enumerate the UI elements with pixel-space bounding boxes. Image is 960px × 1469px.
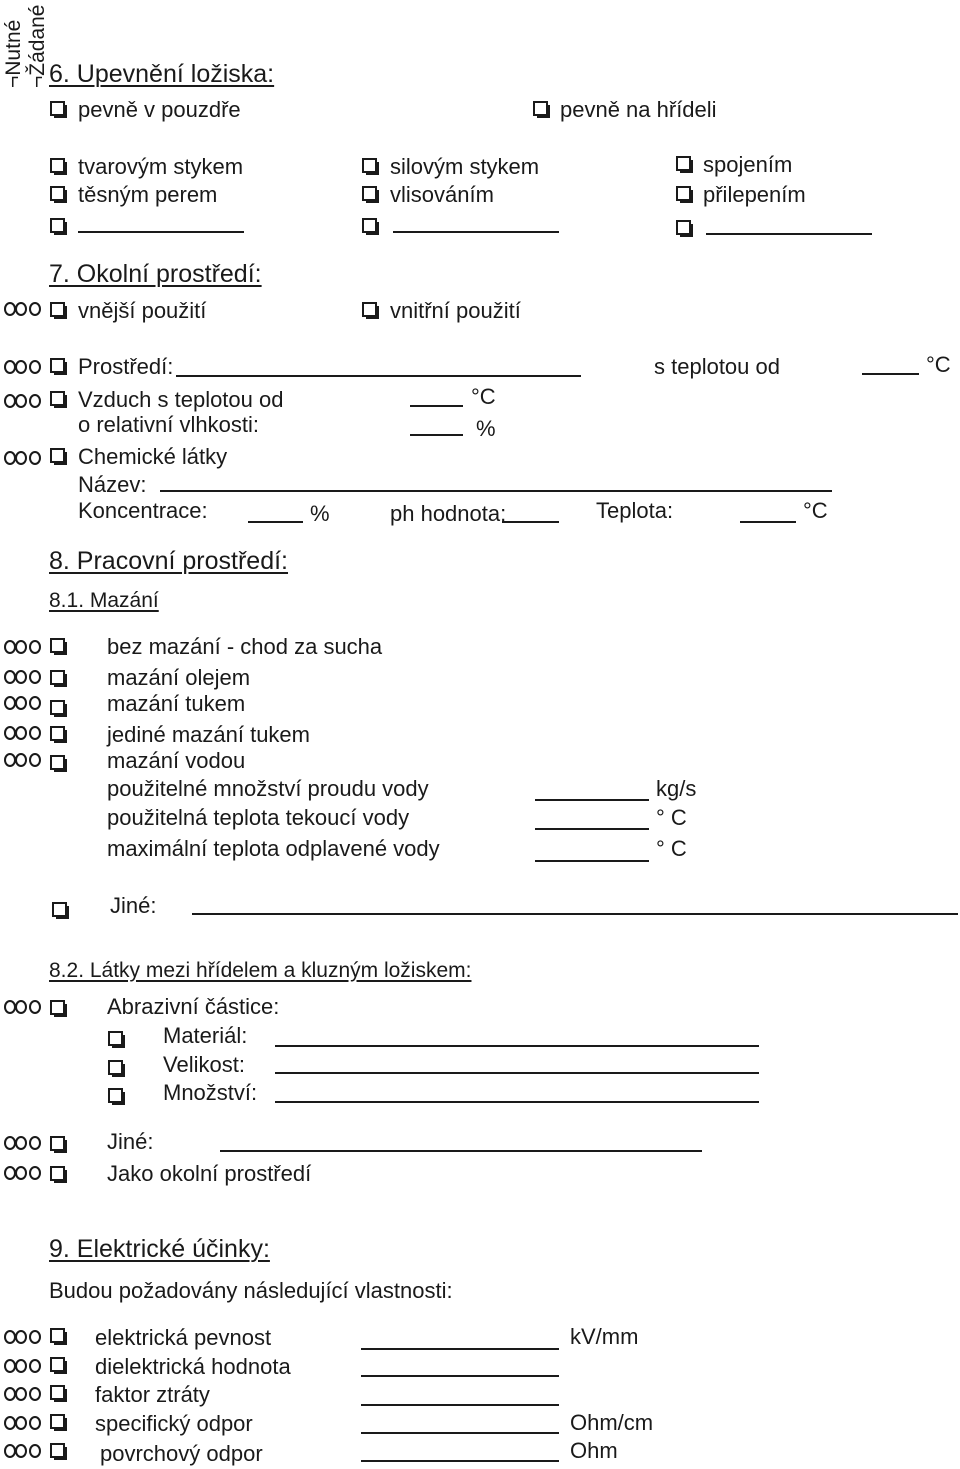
checkbox-tesnym[interactable] bbox=[50, 186, 65, 201]
ring-m4-b[interactable] bbox=[15, 726, 27, 740]
section-8-1-title: 8.1. Mazání bbox=[49, 589, 159, 612]
checkbox-material[interactable] bbox=[108, 1031, 123, 1046]
checkbox-e5[interactable] bbox=[50, 1443, 65, 1458]
label-tvarovym: tvarovým stykem bbox=[78, 154, 244, 179]
label-silovym: silovým stykem bbox=[390, 154, 540, 179]
nazev-line[interactable] bbox=[160, 490, 832, 492]
prostredi-line[interactable] bbox=[176, 375, 581, 377]
ring-abraz-c[interactable] bbox=[29, 1000, 41, 1014]
label-vnitrni: vnitřní použití bbox=[390, 298, 521, 323]
checkbox-vnejsi[interactable] bbox=[50, 302, 65, 317]
checkbox-jako[interactable] bbox=[50, 1166, 65, 1181]
checkbox-other-3[interactable] bbox=[676, 220, 691, 235]
checkbox-chemicke[interactable] bbox=[50, 448, 65, 463]
checkbox-other-1[interactable] bbox=[50, 218, 65, 233]
unit-kvmm: kV/mm bbox=[570, 1324, 639, 1349]
checkbox-m1[interactable] bbox=[50, 638, 65, 653]
vzduch-teplota-line[interactable] bbox=[410, 405, 463, 407]
ring-jako-c[interactable] bbox=[29, 1166, 41, 1180]
ring-m1-b[interactable] bbox=[15, 640, 27, 654]
vlhkost-line[interactable] bbox=[410, 434, 463, 436]
checkbox-velikost[interactable] bbox=[108, 1060, 123, 1075]
ring-nutne-vnejsi-b[interactable] bbox=[15, 302, 27, 316]
section-9-intro: Budou požadovány následující vlastnosti: bbox=[49, 1278, 453, 1303]
section-8-title: 8. Pracovní prostředí: bbox=[49, 547, 289, 575]
label-vlisovanim: vlisováním bbox=[390, 182, 494, 207]
e2-line[interactable] bbox=[361, 1375, 559, 1377]
label-jako: Jako okolní prostředí bbox=[107, 1161, 312, 1186]
checkbox-e1[interactable] bbox=[50, 1328, 65, 1343]
checkbox-hrideli[interactable] bbox=[533, 101, 548, 116]
ring-nutne-chemicke-b[interactable] bbox=[15, 451, 27, 465]
ring-e2-b[interactable] bbox=[15, 1359, 27, 1373]
label-e5: povrchový odpor bbox=[100, 1441, 263, 1466]
unit-kgs: kg/s bbox=[656, 776, 697, 801]
koncentrace-line[interactable] bbox=[248, 521, 303, 523]
label-e4: specifický odpor bbox=[95, 1411, 253, 1436]
jine2-line[interactable] bbox=[220, 1150, 702, 1152]
prostredi-teplota-line[interactable] bbox=[862, 373, 919, 375]
checkbox-prilepenim[interactable] bbox=[676, 186, 691, 201]
label-vzduch: Vzduch s teplotou od bbox=[78, 387, 284, 412]
label-e3: faktor ztráty bbox=[95, 1382, 210, 1407]
label-m5: mazání vodou bbox=[107, 748, 246, 773]
label-prilepenim: přilepením bbox=[703, 182, 806, 207]
mnozstvi-line[interactable] bbox=[275, 1101, 759, 1103]
ring-abraz-b[interactable] bbox=[15, 1000, 27, 1014]
ring-e2-c[interactable] bbox=[29, 1359, 41, 1373]
ring-zadane-vzduch[interactable] bbox=[29, 394, 41, 408]
unit-deg-c-2: ° C bbox=[656, 836, 687, 861]
e1-line[interactable] bbox=[361, 1348, 559, 1350]
section-8-2-title: 8.2. Látky mezi hřídelem a kluzným ložiskem: bbox=[49, 959, 472, 982]
checkbox-m3[interactable] bbox=[50, 700, 65, 715]
label-m2: mazání olejem bbox=[107, 665, 251, 690]
nutne-label: ¬Nutné bbox=[2, 19, 25, 88]
ring-e1-b[interactable] bbox=[15, 1330, 27, 1344]
ring-e4-b[interactable] bbox=[15, 1416, 27, 1430]
label-material: Materiál: bbox=[163, 1023, 248, 1048]
jine-line[interactable] bbox=[192, 913, 958, 915]
other-1-line[interactable] bbox=[78, 231, 244, 233]
section-6-title: 6. Upevnění ložiska: bbox=[49, 60, 275, 88]
label-velikost: Velikost: bbox=[163, 1052, 245, 1077]
checkbox-e2[interactable] bbox=[50, 1357, 65, 1372]
e3-line[interactable] bbox=[361, 1404, 559, 1406]
label-nazev: Název: bbox=[78, 472, 147, 497]
label-q3: maximální teplota odplavené vody bbox=[107, 836, 440, 861]
label-pouzdro: pevně v pouzdře bbox=[78, 97, 241, 122]
ring-zadane-chemicke[interactable] bbox=[29, 451, 41, 465]
label-jine2: Jiné: bbox=[107, 1129, 154, 1154]
ring-e3-b[interactable] bbox=[15, 1387, 27, 1401]
checkbox-pouzdro[interactable] bbox=[50, 101, 65, 116]
label-q2: použitelná teplota tekoucí vody bbox=[107, 805, 410, 830]
e5-line[interactable] bbox=[361, 1460, 559, 1462]
teplota-line[interactable] bbox=[740, 521, 796, 523]
ring-jine2-c[interactable] bbox=[29, 1136, 41, 1150]
ring-m3-b[interactable] bbox=[15, 696, 27, 710]
checkbox-e4[interactable] bbox=[50, 1414, 65, 1429]
label-abraz: Abrazivní částice: bbox=[107, 994, 280, 1019]
unit-percent-2: % bbox=[310, 501, 330, 526]
checkbox-spojenim[interactable] bbox=[676, 156, 691, 171]
label-e1: elektrická pevnost bbox=[95, 1325, 272, 1350]
label-m1: bez mazání - chod za sucha bbox=[107, 634, 383, 659]
ring-e1-c[interactable] bbox=[29, 1330, 41, 1344]
label-m4: jediné mazání tukem bbox=[107, 722, 310, 747]
checkbox-vzduch[interactable] bbox=[50, 391, 65, 406]
unit-ohmcm: Ohm/cm bbox=[570, 1410, 654, 1435]
unit-percent-1: % bbox=[476, 416, 496, 441]
ring-m2-b[interactable] bbox=[15, 670, 27, 684]
velikost-line[interactable] bbox=[275, 1072, 759, 1074]
q2-line[interactable] bbox=[535, 828, 649, 830]
ring-e5-b[interactable] bbox=[15, 1444, 27, 1458]
label-tesnym: těsným perem bbox=[78, 182, 218, 207]
other-3-line[interactable] bbox=[706, 233, 872, 235]
ring-e5-c[interactable] bbox=[29, 1444, 41, 1458]
label-vnejsi: vnější použití bbox=[78, 298, 207, 323]
label-ph: ph hodnota: bbox=[390, 501, 507, 526]
unit-c-1: °C bbox=[926, 352, 951, 377]
label-hrideli: pevně na hřídeli bbox=[560, 97, 717, 122]
unit-ohm: Ohm bbox=[570, 1438, 618, 1463]
ring-jine2-b[interactable] bbox=[15, 1136, 27, 1150]
label-vlhkost: o relativní vlhkosti: bbox=[78, 412, 259, 437]
e4-line[interactable] bbox=[361, 1432, 559, 1434]
unit-c-3: °C bbox=[803, 498, 828, 523]
checkbox-jine[interactable] bbox=[52, 902, 67, 917]
checkbox-silovym[interactable] bbox=[362, 158, 377, 173]
checkbox-other-2[interactable] bbox=[362, 218, 377, 233]
checkbox-m4[interactable] bbox=[50, 726, 65, 741]
checkbox-vlisovanim[interactable] bbox=[362, 186, 377, 201]
label-koncentrace: Koncentrace: bbox=[78, 498, 208, 523]
ring-zadane-vnejsi[interactable] bbox=[29, 302, 41, 316]
label-s-teplotou-od: s teplotou od bbox=[654, 354, 780, 379]
label-m3: mazání tukem bbox=[107, 691, 246, 716]
ring-nutne-vzduch-b[interactable] bbox=[15, 394, 27, 408]
label-chemicke: Chemické látky bbox=[78, 444, 228, 469]
label-jine: Jiné: bbox=[110, 893, 157, 918]
ring-nutne-prostredi-b[interactable] bbox=[15, 360, 27, 374]
ring-m3-c[interactable] bbox=[29, 696, 41, 710]
section-7-title: 7. Okolní prostředí: bbox=[49, 260, 262, 288]
ring-m4-c[interactable] bbox=[29, 726, 41, 740]
material-line[interactable] bbox=[275, 1045, 759, 1047]
unit-deg-c-1: ° C bbox=[656, 805, 687, 830]
label-teplota: Teplota: bbox=[596, 498, 674, 523]
ring-m5-c[interactable] bbox=[29, 753, 41, 767]
checkbox-vnitrni[interactable] bbox=[362, 302, 377, 317]
ph-line[interactable] bbox=[502, 521, 559, 523]
zadane-label: ¬Žádané bbox=[26, 4, 49, 88]
ring-e3-c[interactable] bbox=[29, 1387, 41, 1401]
checkbox-e3[interactable] bbox=[50, 1385, 65, 1400]
checkbox-abraz[interactable] bbox=[50, 1000, 65, 1015]
section-9-title: 9. Elektrické účinky: bbox=[49, 1235, 270, 1263]
checkbox-prostredi[interactable] bbox=[50, 358, 65, 373]
checkbox-m5[interactable] bbox=[50, 755, 65, 770]
checkbox-tvarovym[interactable] bbox=[50, 158, 65, 173]
ring-zadane-prostredi[interactable] bbox=[29, 360, 41, 374]
q3-line[interactable] bbox=[535, 860, 649, 862]
label-e2: dielektrická hodnota bbox=[95, 1354, 291, 1379]
checkbox-jine2[interactable] bbox=[50, 1136, 65, 1151]
ring-m5-b[interactable] bbox=[15, 753, 27, 767]
label-prostredi: Prostředí: bbox=[78, 354, 174, 379]
label-mnozstvi: Množství: bbox=[163, 1080, 258, 1105]
unit-c-2: °C bbox=[471, 384, 496, 409]
other-2-line[interactable] bbox=[393, 231, 559, 233]
q1-line[interactable] bbox=[535, 799, 649, 801]
ring-m1-c[interactable] bbox=[29, 640, 41, 654]
label-q1: použitelné množství proudu vody bbox=[107, 776, 429, 801]
ring-jako-b[interactable] bbox=[15, 1166, 27, 1180]
ring-e4-c[interactable] bbox=[29, 1416, 41, 1430]
ring-m2-c[interactable] bbox=[29, 670, 41, 684]
label-spojenim: spojením bbox=[703, 152, 793, 177]
checkbox-mnozstvi[interactable] bbox=[108, 1088, 123, 1103]
checkbox-m2[interactable] bbox=[50, 670, 65, 685]
